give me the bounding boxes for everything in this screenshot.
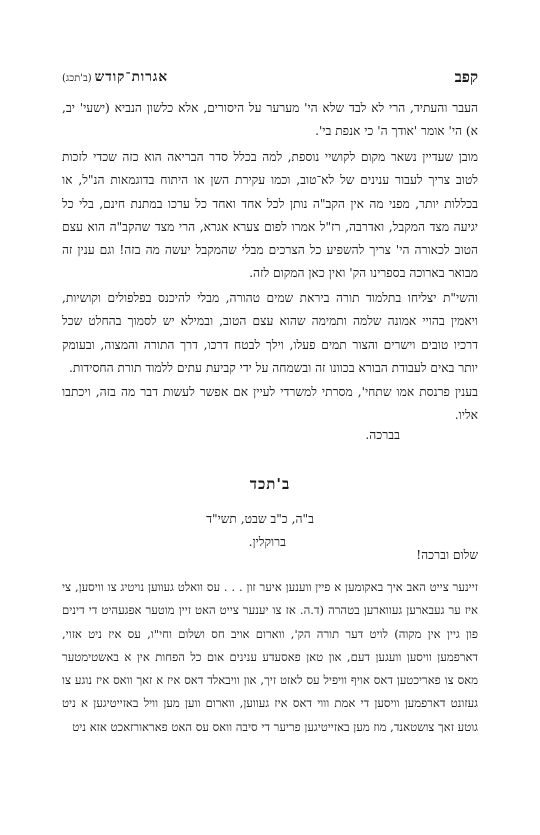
running-title-letter-range: (ב'תכג) xyxy=(62,73,92,84)
running-title-text: אגרות־קודש xyxy=(94,69,169,85)
letter-number-heading: ב'תכד xyxy=(249,475,291,493)
letter1-paragraph: מובן שעדיין נשאר מקום לקושיי נוספת, למה בכלל סדר הבריאה הוא כזה שכדי לזכות לטוב צריך לעבור ענינים של לא־טוב, וכמו עקירת השן או היתוח בדוגמאות הנ"ל, או בכללות יותר, מפני מה אין הקב"ה נותן לכל אחד ואחד כל ערכו במתנת חינם, בלי כל יגיעה מצד המקבל, ואדרבה, רז"ל אמרו לפום צערא אגרא, הרי מצד שהקב"ה הוא עצם הטוב לכאורה הי' צריך להשפיע כל הצרכים מבלי שהמקבל יעשה מה בזה! וגם ענין זה מבואר בארוכה בספרינו הק' ואין כאן המקום לזה. xyxy=(62,150,478,281)
letter2-body: זיינער צייט האב איך באקומען א פיין ווענען איער זון . . . עס וואלט געווען נויטיג צו וויסען, צי איז ער געבארען געווארען בטהרה (ד.ה. אז צו יענער צייט האט זיין מוטער אפגעהיט די דינים פון גיין אין מקוה) לויט דער תורה הק', ווארום אויב חס ושלום וחי"ו, עס איז ניט אזוי, דארפמען וויסען וועגען דעם, און טאן פאסעדע ענינים אום כל הפחות אין א באשטימטער מאס צו פאריכטען דאס אויף וויפיל עס לאזט זיך, און וויבאלד דאס איז א זאך וואס איז נוגע צו געזונט דארפמען וויסען די אמת וווי דאס איז געווען, ווארום ווען מען וויל באזייטיגען א ניט גוטע זאך צושטאנד, מוז מען באזייטיגען פריער די סיבה וואס עס האט פאראורזאכט אזא ניט xyxy=(62,580,478,734)
page-number: קפב xyxy=(454,67,478,86)
letter2-date: ב"ה, כ"ב שבט, תשי"ד xyxy=(206,512,314,526)
letter1-closing: בברכה. xyxy=(365,428,400,442)
letter2-salutation: שלום וברכה! xyxy=(416,548,478,562)
letter2-place: ברוקלין. xyxy=(248,535,286,549)
letter1-paragraph: בענין פרנסת אמו שתחי', מסרתי למשרדי לעיין אם אפשר לעשות דבר מה בזה, ויכתבו אליו. xyxy=(62,385,478,423)
running-title xyxy=(62,69,168,85)
letter2-dateline xyxy=(206,508,314,554)
letter1-paragraph: והשי"ת יצליחו בתלמוד תורה ביראת שמים טהורה, מבלי להיכנס בפלפולים וקושיות, ויאמין בהויי אמונה שלמה ותמימה שהוא עצם הטוב, ובמילא יש לסמוך בהחלט שכל דרכיו טובים וישרים והצור תמים פעלו, וילך לבטח דרכו, דרך התורה והמצוה, ובעומק יותר באים לעבודת הבורא בכוונו זה ובשמחה על ידי קביעת עתים ללמוד תורת החסידות. xyxy=(62,291,478,375)
page-header xyxy=(62,66,478,88)
letter1-paragraph: העבר והעתיד, הרי לא לבד שלא הי' מערער על היסורים, אלא כלשון הנביא (ישעי' יב, א) הי' אומר 'אודך ה' כי אנפת בי'. xyxy=(62,101,478,139)
